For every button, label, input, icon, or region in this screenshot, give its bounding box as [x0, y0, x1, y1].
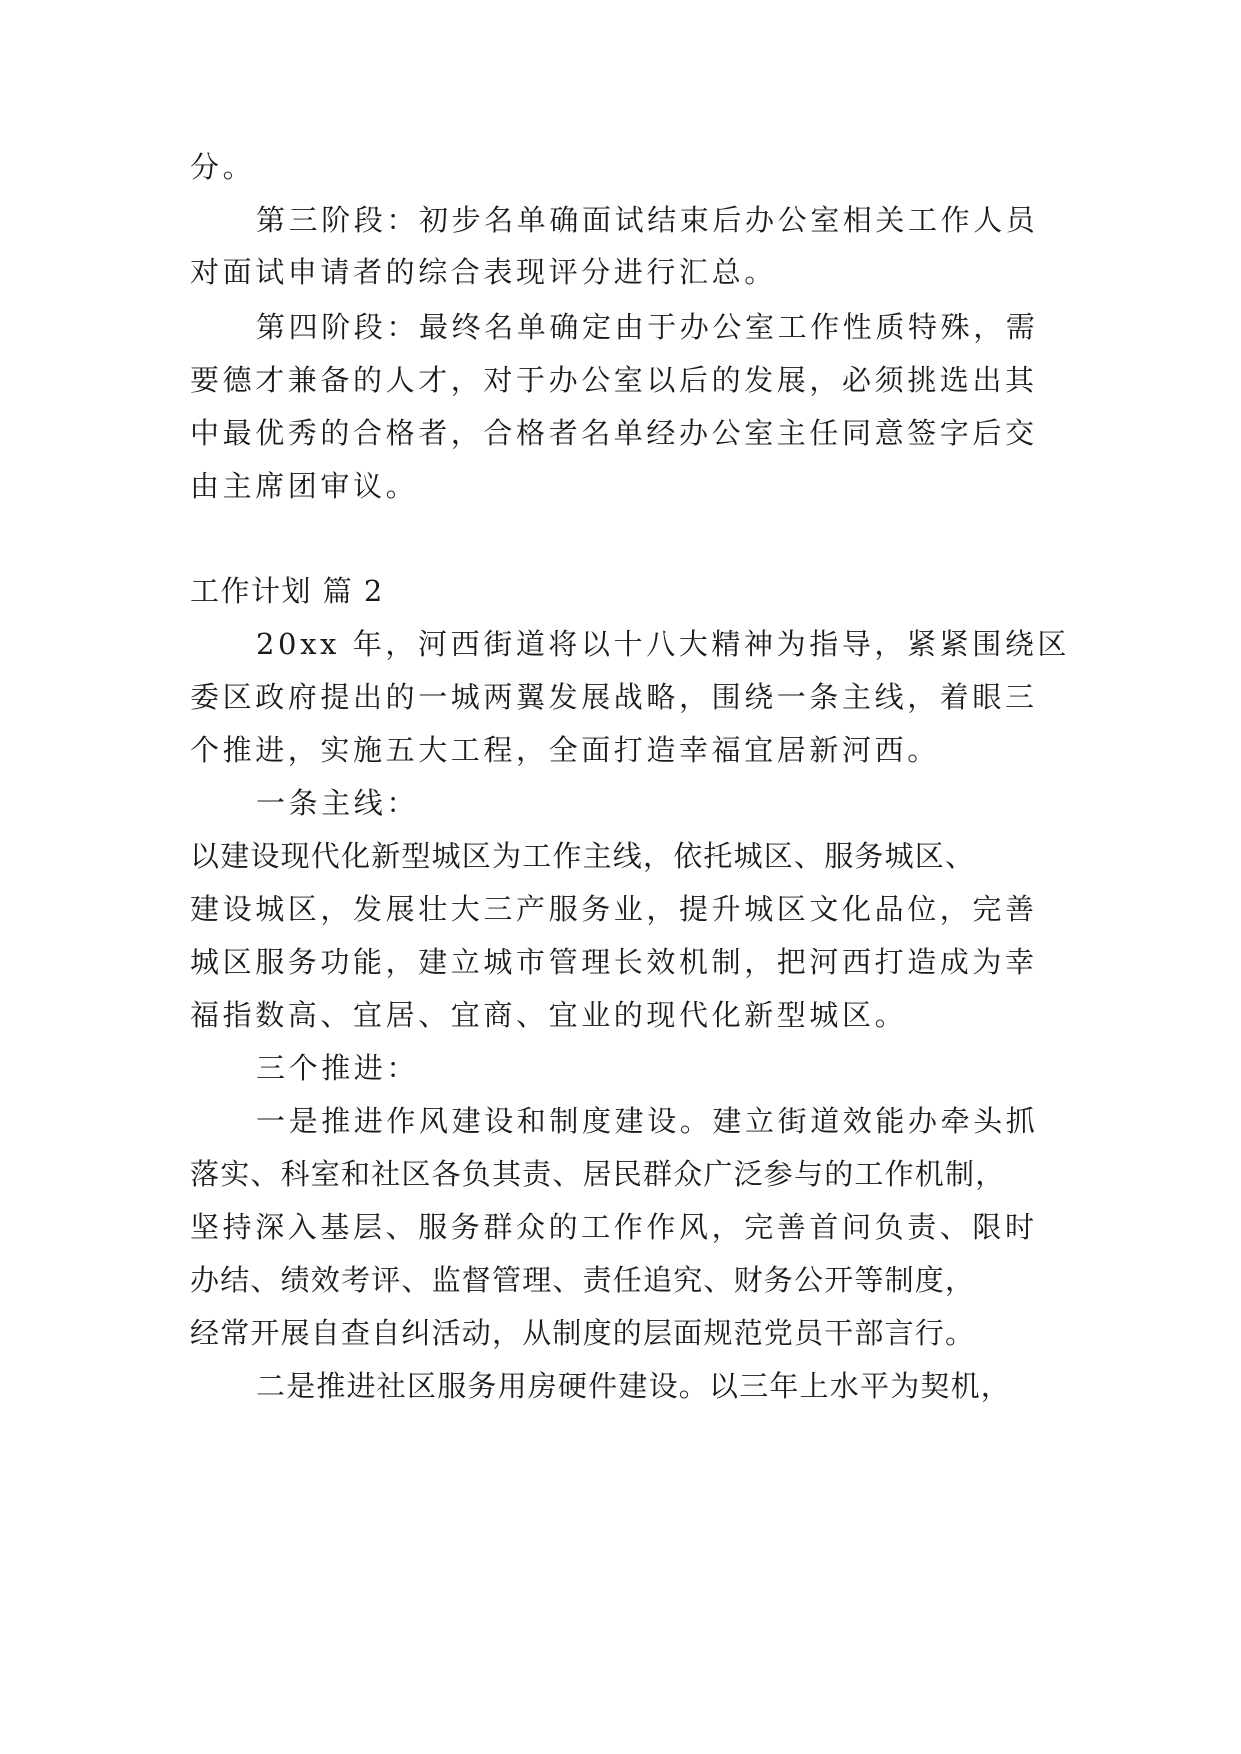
text-line: 二是推进社区服务用房硬件建设。以三年上水平为契机，	[256, 1369, 1012, 1403]
text-line: 三个推进：	[256, 1051, 420, 1085]
text-line: 个推进，实施五大工程，全面打造幸福宜居新河西。	[190, 733, 940, 767]
section-heading: 工作计划 篇 2	[190, 574, 384, 608]
text-line: 城区服务功能，建立城市管理长效机制，把河西打造成为幸	[190, 945, 1038, 979]
text-line: 分。	[190, 150, 256, 184]
text-line: 委区政府提出的一城两翼发展战略，围绕一条主线，着眼三	[190, 680, 1038, 714]
text-line: 福指数高、宜居、宜商、宜业的现代化新型城区。	[190, 998, 908, 1032]
text-line: 以建设现代化新型城区为工作主线，依托城区、服务城区、	[190, 839, 976, 873]
text-line: 第三阶段：初步名单确面试结束后办公室相关工作人员	[256, 203, 1039, 237]
text-line: 要德才兼备的人才，对于办公室以后的发展，必须挑选出其	[190, 363, 1038, 397]
text-line: 坚持深入基层、服务群众的工作作风，完善首问负责、限时	[190, 1210, 1038, 1244]
text-line: 经常开展自查自纠活动，从制度的层面规范党员干部言行。	[190, 1316, 976, 1350]
text-line: 第四阶段：最终名单确定由于办公室工作性质特殊，需	[256, 310, 1039, 344]
text-line: 对面试申请者的综合表现评分进行汇总。	[190, 255, 777, 289]
text-line: 中最优秀的合格者，合格者名单经办公室主任同意签字后交	[190, 416, 1038, 450]
text-line: 由主席团审议。	[190, 469, 419, 503]
text-line: 办结、绩效考评、监督管理、责任追究、财务公开等制度，	[190, 1263, 976, 1297]
text-line: 一条主线：	[256, 786, 420, 820]
text-line: 建设城区，发展壮大三产服务业，提升城区文化品位，完善	[190, 892, 1038, 926]
text-line: 一是推进作风建设和制度建设。建立街道效能办牵头抓	[256, 1104, 1039, 1138]
text-line: 20xx 年，河西街道将以十八大精神为指导，紧紧围绕区	[256, 627, 1071, 661]
text-line: 落实、科室和社区各负其责、居民群众广泛参与的工作机制，	[190, 1157, 1006, 1191]
